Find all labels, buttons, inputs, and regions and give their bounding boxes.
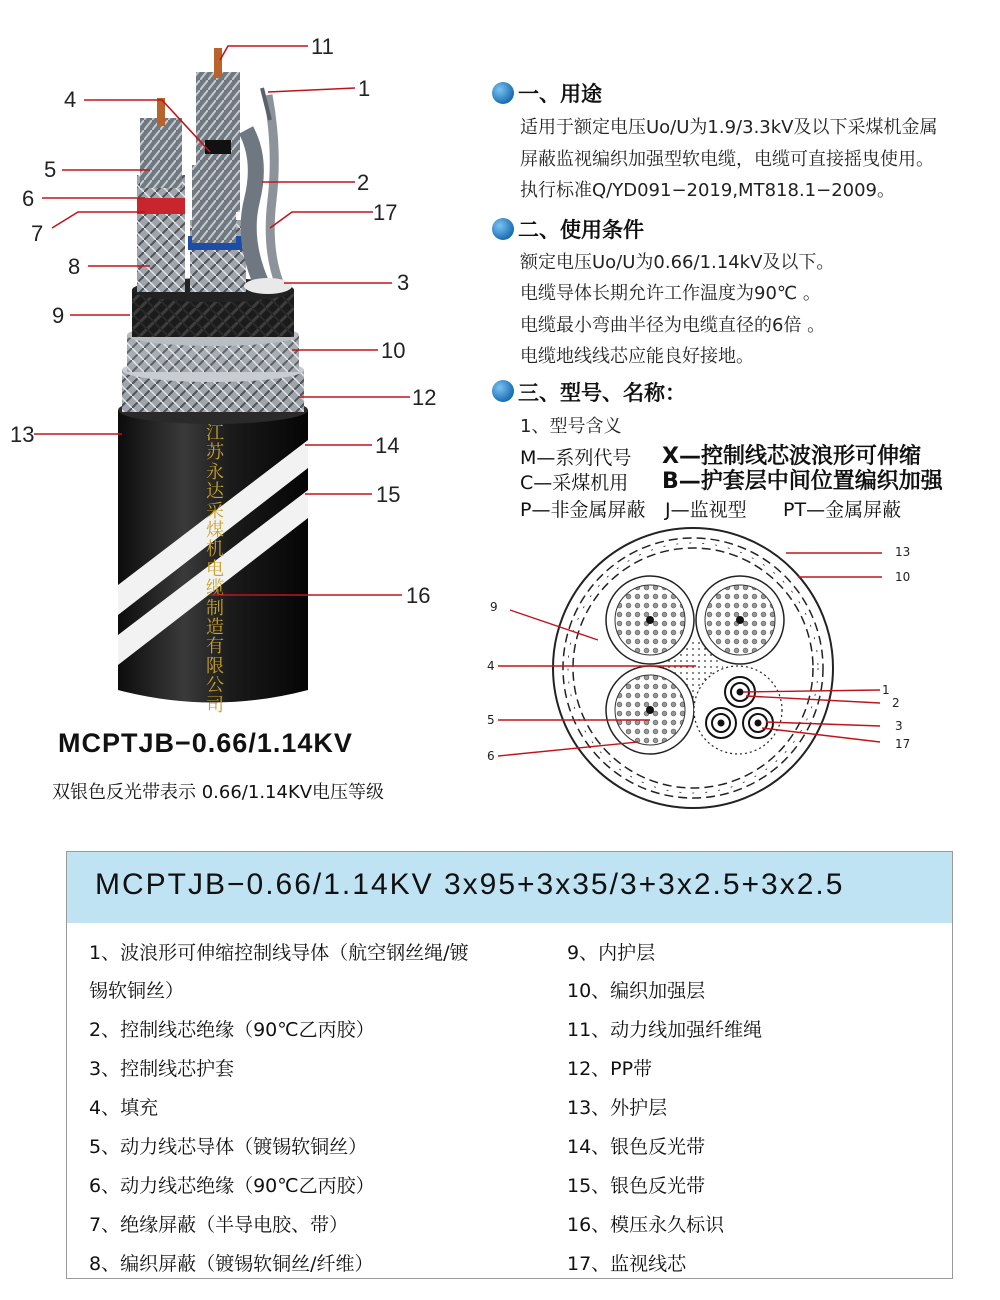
model-title: MCPTJB−0.66/1.14KV: [58, 728, 353, 758]
diagram-label-3: 3: [895, 719, 903, 733]
diagram-label-13: 13: [895, 545, 911, 559]
component-item: 7、绝缘屏蔽（半导电胶、带）: [89, 1214, 349, 1236]
component-item: 14、银色反光带: [567, 1136, 706, 1158]
component-item: 15、银色反光带: [567, 1175, 706, 1197]
component-item: 3、控制线芯护套: [89, 1058, 235, 1080]
callout-11: 11: [311, 34, 334, 59]
section1-title: 一、用途: [518, 82, 602, 106]
table-header: [67, 852, 952, 923]
component-item: 16、模压永久标识: [567, 1214, 725, 1236]
section2-bullet-icon: [492, 218, 514, 240]
embossed-mark: 江苏永达采煤机电缆制造有限公司: [206, 423, 224, 716]
table-header-text: MCPTJB−0.66/1.14KV 3x95+3x35/3+3x2.5+3x2.5: [95, 868, 845, 901]
diagram-label-17: 17: [895, 737, 911, 751]
section3-title: 三、型号、名称：: [518, 381, 686, 405]
section3-subtitle: 1、型号含义: [520, 416, 622, 437]
diagram-label-5: 5: [487, 713, 495, 727]
section1-line: 执行标准Q/YD091−2019,MT818.1−2009。: [520, 180, 896, 201]
section1-line: 屏蔽监视编织加强型软电缆，电缆可直接摇曳使用。: [520, 149, 934, 170]
callout-12: 12: [412, 385, 437, 410]
callout-9: 9: [52, 303, 65, 328]
callout-6: 6: [22, 186, 35, 211]
callout-15: 15: [376, 482, 401, 507]
section2-line: 额定电压Uo/U为0.66/1.14kV及以下。: [520, 252, 835, 273]
section1-bullet-icon: [492, 82, 514, 104]
diagram-label-6: 6: [487, 749, 495, 763]
component-item: 6、动力线芯绝缘（90℃乙丙胶）: [89, 1175, 375, 1197]
code-m: M—系列代号: [520, 447, 632, 469]
callout-4: 4: [64, 87, 77, 112]
diagram-label-10: 10: [895, 570, 911, 584]
section2-title: 二、使用条件: [518, 218, 644, 242]
code-b: B—护套层中间位置编织加强: [662, 469, 943, 494]
callout-14: 14: [375, 433, 400, 458]
callout-17: 17: [373, 200, 398, 225]
component-item: 锡软铜丝）: [89, 980, 185, 1002]
callout-13: 13: [10, 422, 35, 447]
callout-3: 3: [397, 270, 410, 295]
code-p: P—非金属屏蔽: [520, 499, 646, 521]
diagram-label-1: 1: [882, 683, 890, 697]
component-item: 17、监视线芯: [567, 1253, 687, 1275]
code-c: C—采煤机用: [520, 472, 629, 494]
callout-10: 10: [381, 338, 406, 363]
section3-bullet-icon: [492, 380, 514, 402]
diagram-label-2: 2: [892, 696, 900, 710]
section2-line: 电缆地线线芯应能良好接地。: [520, 346, 754, 367]
component-item: 8、编织屏蔽（镀锡软铜丝/纤维）: [89, 1253, 374, 1275]
model-note: 双银色反光带表示 0.66/1.14KV电压等级: [52, 782, 385, 803]
component-item: 5、动力线芯导体（镀锡软铜丝）: [89, 1136, 368, 1158]
component-item: 2、控制线芯绝缘（90℃乙丙胶）: [89, 1019, 375, 1041]
code-pt: PT—金属屏蔽: [783, 499, 902, 521]
component-item: 13、外护层: [567, 1097, 668, 1119]
diagram-label-9: 9: [490, 600, 498, 614]
component-item: 4、填充: [89, 1097, 159, 1119]
component-item: 12、PP带: [567, 1058, 653, 1080]
component-item: 9、内护层: [567, 942, 656, 964]
diagram-label-4: 4: [487, 659, 495, 673]
callout-2: 2: [357, 170, 370, 195]
code-x: X—控制线芯波浪形可伸缩: [662, 444, 921, 469]
callout-8: 8: [68, 254, 81, 279]
callout-7: 7: [31, 221, 44, 246]
component-table: [66, 851, 953, 1279]
callout-16: 16: [406, 583, 431, 608]
section2-line: 电缆导体长期允许工作温度为90℃ 。: [520, 283, 821, 304]
code-j: J—监视型: [665, 499, 747, 521]
section1-line: 适用于额定电压Uo/U为1.9/3.3kV及以下采煤机金属: [520, 117, 938, 138]
component-item: 11、动力线加强纤维绳: [567, 1019, 763, 1041]
section2-line: 电缆最小弯曲半径为电缆直径的6倍 。: [520, 315, 826, 336]
component-item: 10、编织加强层: [567, 980, 706, 1002]
component-item: 1、波浪形可伸缩控制线导体（航空钢丝绳/镀: [89, 942, 469, 964]
callout-5: 5: [44, 157, 57, 182]
callout-1: 1: [358, 76, 371, 101]
cross-section-diagram: [480, 520, 920, 820]
